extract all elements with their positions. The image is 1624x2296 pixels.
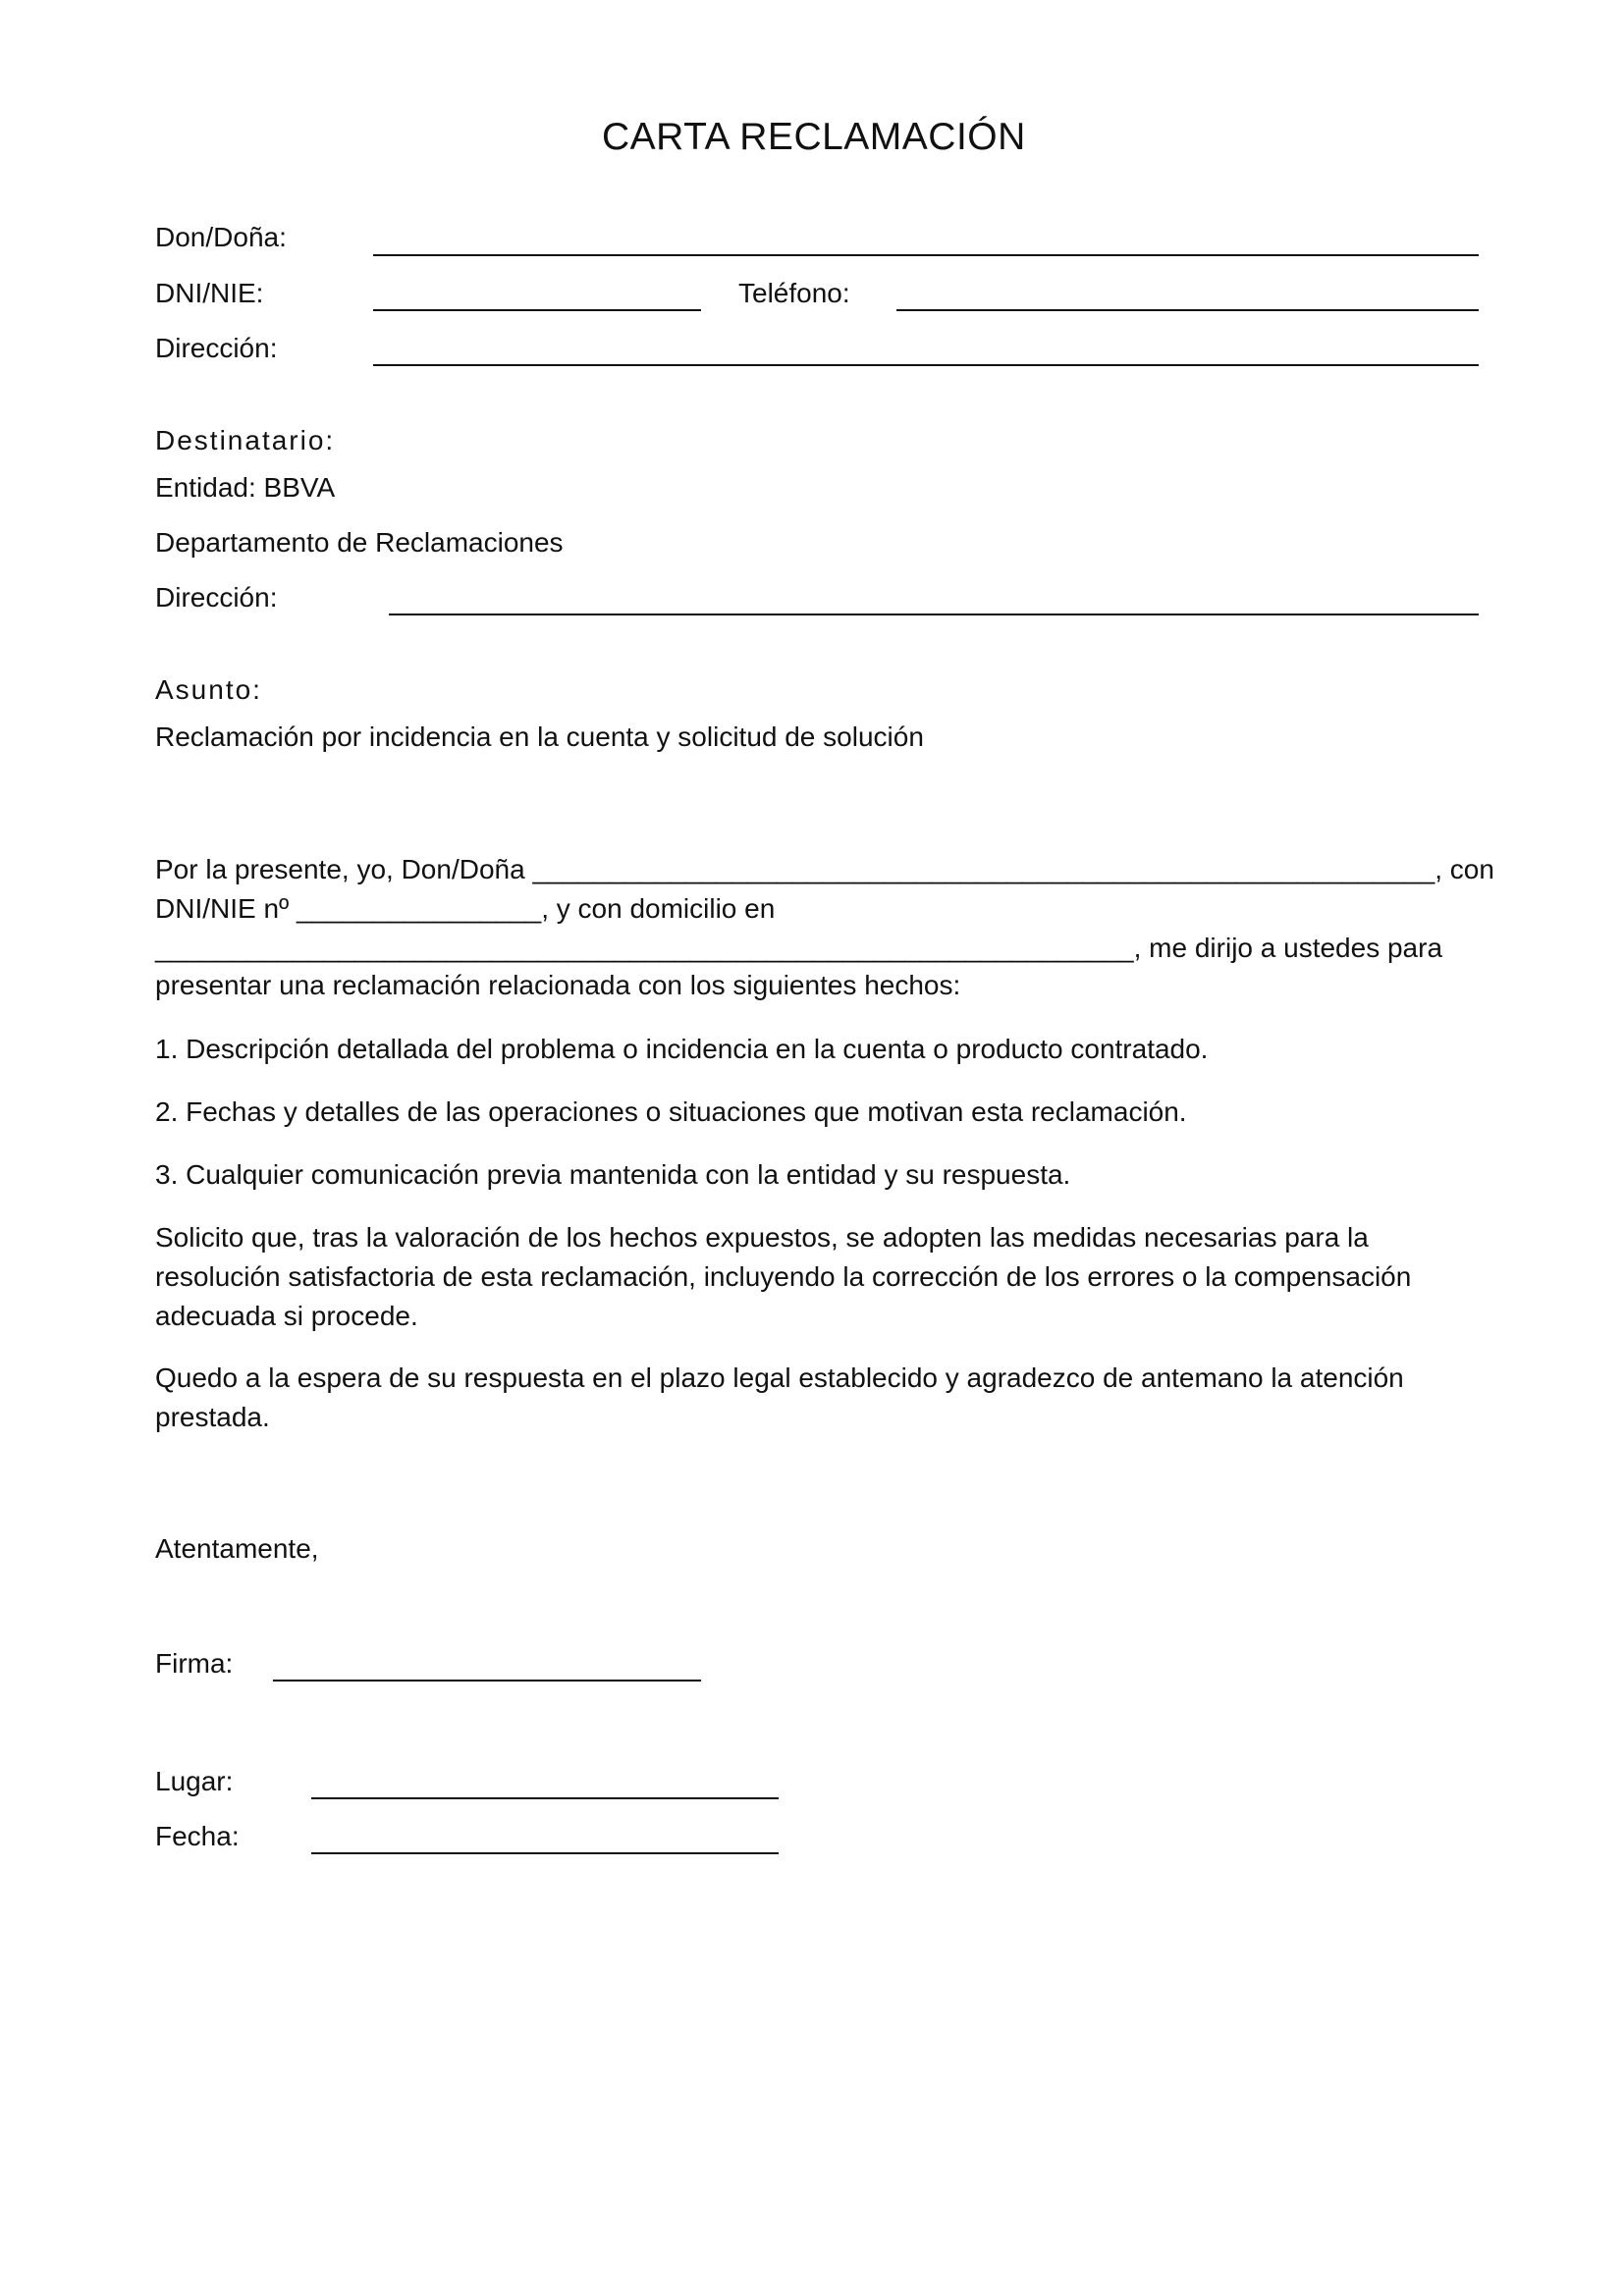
place-label: Lugar: [155,1766,234,1796]
recipient-address-label: Dirección: [155,582,278,613]
sender-address-field[interactable] [373,364,1479,366]
request-paragraph: Solicito que, tras la valoración de los hechos expuestos, se adopten las medidas necesarias para la resolución satisfactoria de esta reclamación, incluyendo la corrección de los errores o la compensación adecuada si procede. [155,1222,1412,1331]
list-item-3: 3. Cualquier comunicación previa mantenida con la entidad y su respuesta. [155,1159,1071,1190]
closing-salutation: Atentamente, [155,1533,319,1564]
body-intro-line-4: presentar una reclamación relacionada con los siguientes hechos: [155,970,961,1000]
page-title: CARTA RECLAMACIÓN [602,116,1026,158]
subject-heading: Asunto: [155,674,262,705]
signature-label: Firma: [155,1648,234,1679]
body-intro-line-1: Por la presente, yo, Don/Doña ___________________________________________________________, con [155,854,1494,884]
sender-phone-field[interactable] [896,309,1479,311]
sender-name-field[interactable] [373,254,1479,256]
sender-dni-field[interactable] [373,309,701,311]
signature-field[interactable] [273,1680,701,1682]
sender-name-label: Don/Doña: [155,222,287,252]
body-intro-line-2: DNI/NIE nº ________________, y con domicilio en [155,893,776,924]
sender-dni-label: DNI/NIE: [155,278,264,308]
date-label: Fecha: [155,1821,240,1851]
place-field[interactable] [311,1797,779,1799]
list-item-1: 1. Descripción detallada del problema o incidencia en la cuenta o producto contratado. [155,1034,1209,1064]
sender-phone-label: Teléfono: [738,278,850,308]
date-field[interactable] [311,1852,779,1854]
recipient-address-field[interactable] [389,614,1479,615]
sender-address-label: Dirección: [155,333,278,363]
body-intro-line-3: ________________________________________________________________, me dirijo a ustedes para [155,933,1443,963]
recipient-entity: Entidad: BBVA [155,472,336,503]
list-item-2: 2. Fechas y detalles de las operaciones o situaciones que motivan esta reclamación. [155,1096,1187,1127]
subject-text: Reclamación por incidencia en la cuenta y solicitud de solución [155,721,924,752]
recipient-department: Departamento de Reclamaciones [155,527,564,558]
recipient-heading: Destinatario: [155,425,336,455]
closing-paragraph: Quedo a la espera de su respuesta en el plazo legal establecido y agradezco de antemano la atención prestada. [155,1362,1404,1432]
